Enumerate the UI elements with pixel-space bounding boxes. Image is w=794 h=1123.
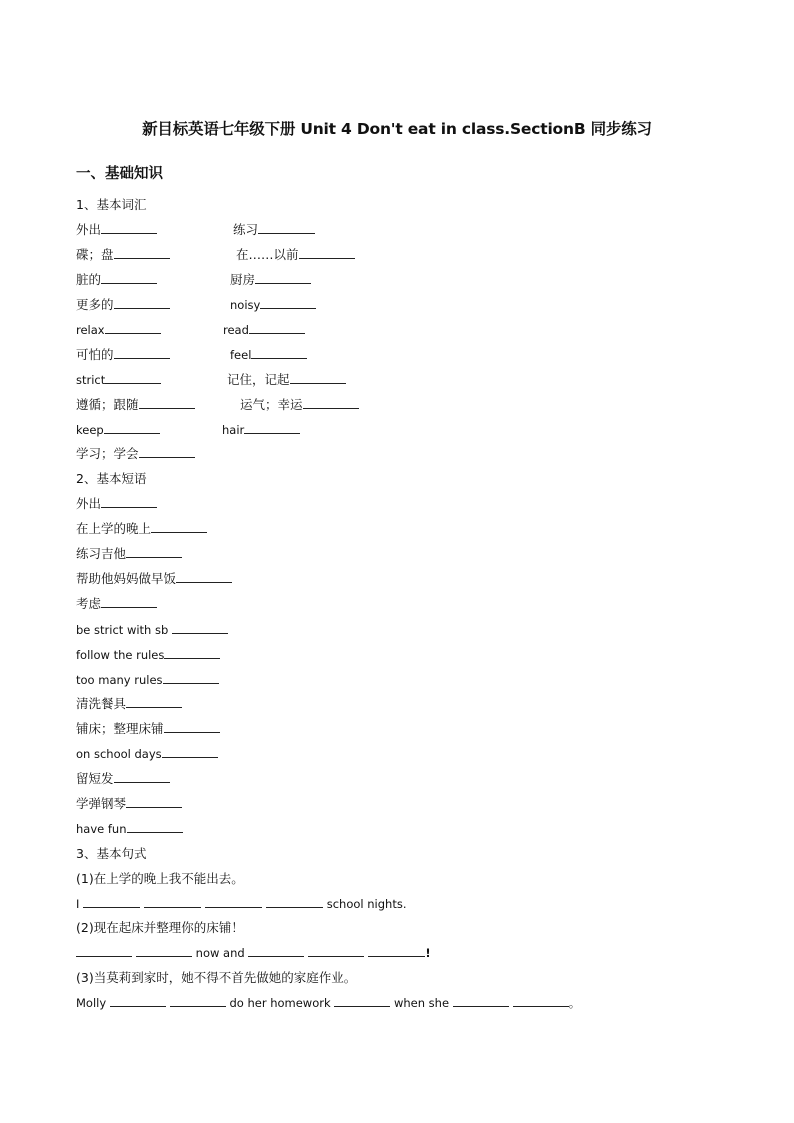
vocab-item: keep — [76, 422, 160, 438]
vocab-item: 厨房 — [230, 272, 311, 288]
answer-blank[interactable] — [114, 771, 170, 783]
phrase-item: 学弹钢琴 — [76, 796, 182, 812]
vocab-item: hair — [222, 422, 300, 438]
answer-blank[interactable] — [139, 446, 195, 458]
answer-blank[interactable] — [126, 796, 182, 808]
answer-blank[interactable] — [170, 995, 226, 1007]
answer-blank[interactable] — [136, 945, 192, 957]
answer-blank[interactable] — [101, 272, 157, 284]
phrase-item: 留短发 — [76, 771, 170, 787]
section-heading: 一、基础知识 — [76, 166, 163, 182]
answer-blank[interactable] — [101, 596, 157, 608]
sentence-prompt: (3)当莫莉到家时，她不得不首先做她的家庭作业。 — [76, 970, 357, 985]
vocab-item: 可怕的 — [76, 347, 170, 363]
answer-blank[interactable] — [513, 995, 569, 1007]
answer-blank[interactable] — [255, 272, 311, 284]
answer-blank[interactable] — [290, 372, 346, 384]
sentence-answer-row: Molly do her homework when she 。 — [76, 996, 581, 1010]
answer-blank[interactable] — [249, 322, 305, 334]
answer-blank[interactable] — [205, 896, 262, 908]
page-title: 新目标英语七年级下册 Unit 4 Don't eat in class.SectionB 同步练习 — [142, 120, 652, 138]
vocab-item: 脏的 — [76, 272, 157, 288]
answer-blank[interactable] — [176, 571, 232, 583]
vocab-item: 练习 — [233, 222, 315, 238]
answer-blank[interactable] — [453, 995, 509, 1007]
sentence-prompt: (1)在上学的晚上我不能出去。 — [76, 871, 244, 886]
answer-blank[interactable] — [244, 422, 300, 434]
answer-blank[interactable] — [139, 397, 195, 409]
answer-blank[interactable] — [101, 222, 157, 234]
vocab-item: strict — [76, 372, 161, 388]
answer-blank[interactable] — [104, 422, 160, 434]
phrase-item: 考虑 — [76, 596, 157, 612]
answer-blank[interactable] — [248, 945, 304, 957]
vocab-item: 遵循；跟随 — [76, 397, 195, 413]
sentence-answer-row: now and ! — [76, 945, 431, 961]
answer-blank[interactable] — [151, 521, 207, 533]
vocab-item: 学习；学会 — [76, 446, 195, 462]
answer-blank[interactable] — [334, 995, 390, 1007]
answer-blank[interactable] — [126, 696, 182, 708]
answer-blank[interactable] — [162, 746, 218, 758]
answer-blank[interactable] — [144, 896, 201, 908]
answer-blank[interactable] — [260, 297, 316, 309]
answer-blank[interactable] — [308, 945, 364, 957]
phrase-item: on school days — [76, 746, 218, 762]
answer-blank[interactable] — [299, 247, 355, 259]
vocab-item: 在……以前 — [236, 247, 355, 263]
phrase-item: too many rules — [76, 672, 219, 688]
phrase-item: 练习吉他 — [76, 546, 182, 562]
phrase-item: 清洗餐具 — [76, 696, 182, 712]
answer-blank[interactable] — [258, 222, 315, 234]
answer-blank[interactable] — [127, 821, 183, 833]
phrase-item: 外出 — [76, 496, 157, 512]
answer-blank[interactable] — [76, 945, 132, 957]
phrase-item: 在上学的晚上 — [76, 521, 207, 537]
answer-blank[interactable] — [83, 896, 140, 908]
vocab-item: 更多的 — [76, 297, 170, 313]
answer-blank[interactable] — [114, 247, 170, 259]
sentences-heading: 3、基本句式 — [76, 846, 147, 861]
vocab-item: feel — [230, 347, 307, 363]
answer-blank[interactable] — [164, 647, 220, 659]
answer-blank[interactable] — [126, 546, 182, 558]
vocab-item: relax — [76, 322, 161, 338]
phrase-item: have fun — [76, 821, 183, 837]
vocab-item: read — [223, 322, 305, 338]
vocab-item: 记住，记起 — [227, 372, 346, 388]
answer-blank[interactable] — [105, 372, 161, 384]
vocab-item: 碟；盘 — [76, 247, 170, 263]
vocab-heading: 1、基本词汇 — [76, 197, 147, 212]
vocab-item: 外出 — [76, 222, 157, 238]
answer-blank[interactable] — [303, 397, 359, 409]
answer-blank[interactable] — [251, 347, 307, 359]
vocab-item: 运气；幸运 — [240, 397, 359, 413]
phrase-item: 帮助他妈妈做早饭 — [76, 571, 232, 587]
answer-blank[interactable] — [114, 297, 170, 309]
sentence-answer-row: I school nights. — [76, 897, 407, 911]
sentence-prompt: (2)现在起床并整理你的床铺！ — [76, 920, 244, 935]
answer-blank[interactable] — [266, 896, 323, 908]
answer-blank[interactable] — [368, 945, 425, 957]
phrase-item: 铺床；整理床铺 — [76, 721, 220, 737]
phrases-heading: 2、基本短语 — [76, 471, 147, 486]
answer-blank[interactable] — [163, 672, 219, 684]
answer-blank[interactable] — [172, 622, 228, 634]
answer-blank[interactable] — [164, 721, 220, 733]
vocab-item: noisy — [230, 297, 316, 313]
phrase-item: follow the rules — [76, 647, 220, 663]
phrase-item: be strict with sb — [76, 622, 228, 638]
answer-blank[interactable] — [101, 496, 157, 508]
answer-blank[interactable] — [114, 347, 170, 359]
answer-blank[interactable] — [105, 322, 161, 334]
answer-blank[interactable] — [110, 995, 166, 1007]
